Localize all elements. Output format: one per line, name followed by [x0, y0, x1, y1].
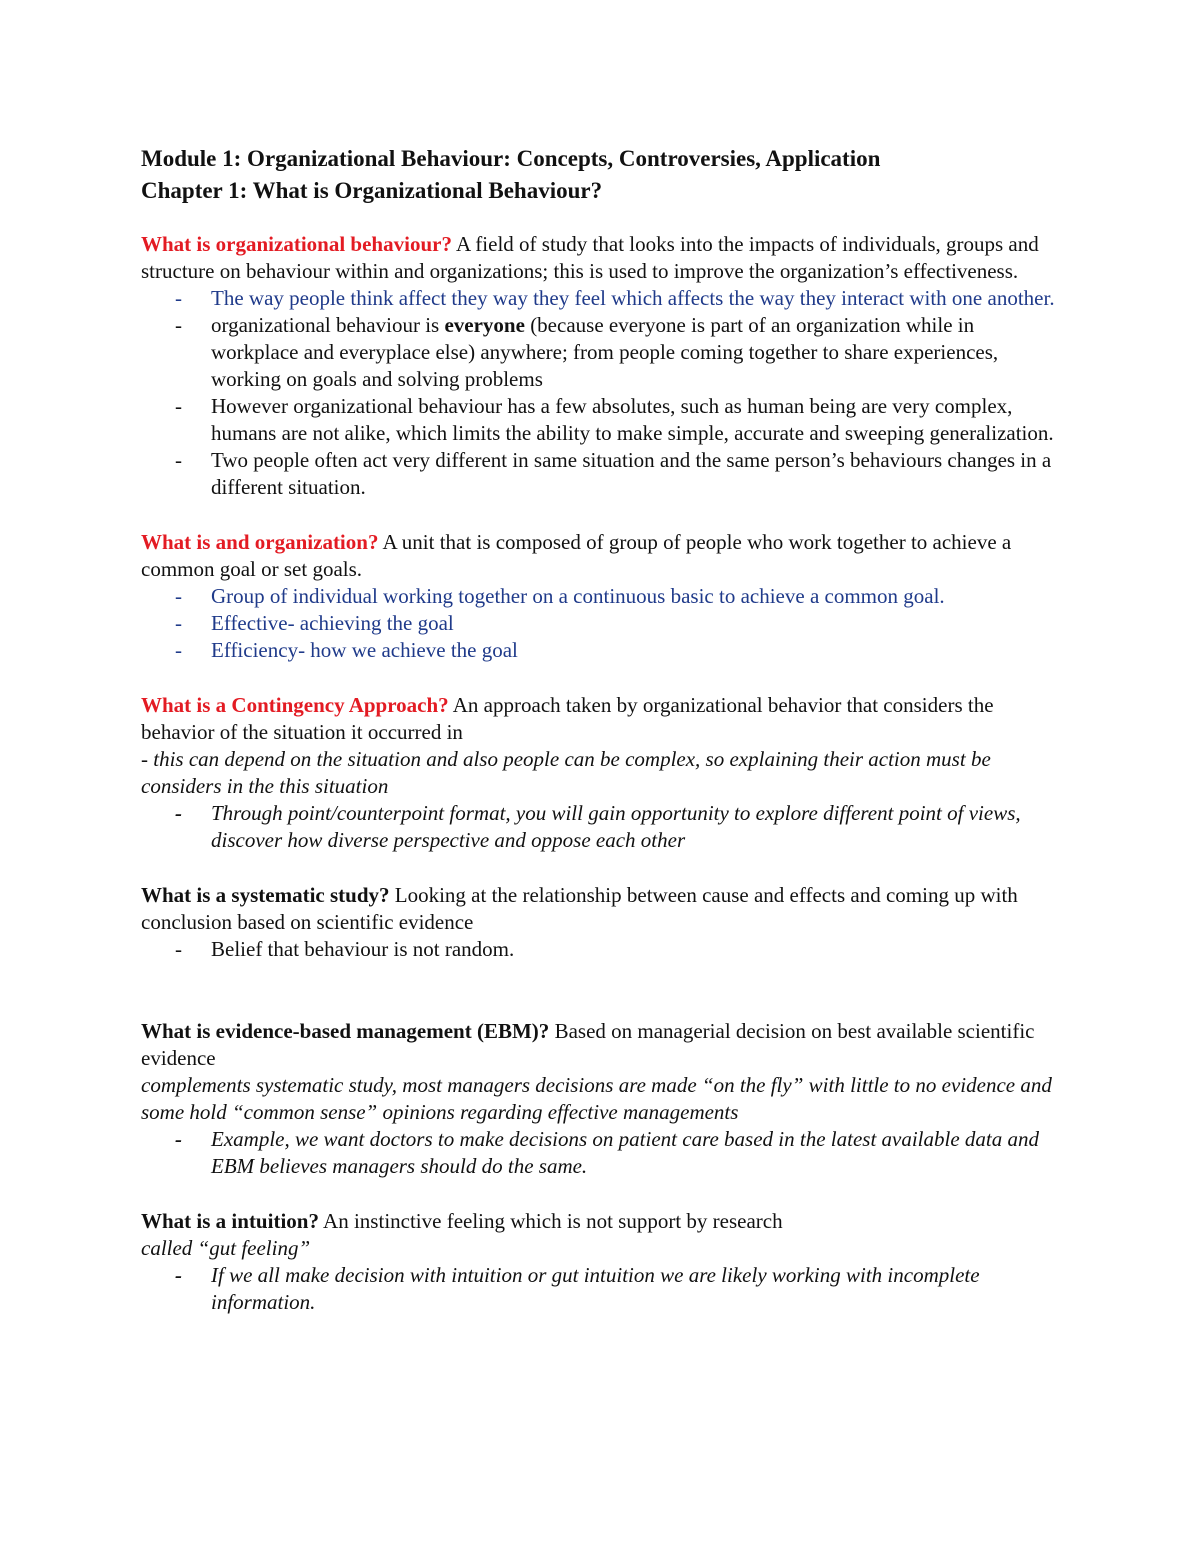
ebm-question: What is evidence-based management (EBM)? — [141, 1019, 550, 1043]
contingency-note: - this can depend on the situation and also people can be complex, so explaining their action must be considers in the this situation — [141, 747, 991, 798]
module-title: Module 1: Organizational Behaviour: Concepts, Controversies, Application — [141, 146, 881, 171]
ob-bullet-1: The way people think affect they way they feel which affects the way they interact with one another. — [211, 286, 1055, 310]
contingency-bullet-1: Through point/counterpoint format, you will gain opportunity to explore different point of views, discover how diverse perspective and oppose each other — [211, 801, 1021, 852]
dash-marker: - — [175, 286, 182, 310]
systematic-definition — [141, 882, 1066, 936]
list-item — [141, 637, 1066, 664]
intuition-note: called “gut feeling” — [141, 1236, 311, 1260]
ebm-bullet-1: Example, we want doctors to make decisions on patient care based in the latest available data and EBM believes managers should do the same. — [211, 1127, 1040, 1178]
org-bullet-1: Group of individual working together on a continuous basic to achieve a common goal. — [211, 584, 945, 608]
document-page — [141, 143, 1066, 1316]
dash-marker: - — [175, 611, 182, 635]
section-ebm — [141, 1018, 1066, 1180]
section-systematic — [141, 882, 1066, 963]
org-bullets — [141, 583, 1066, 664]
list-item — [141, 610, 1066, 637]
ob-bullet-2-post: (because everyone is part of an organization while in workplace and everyplace else) anywhere; from people coming together to share experiences, working on goals and solving problems — [211, 313, 999, 391]
intuition-answer: An instinctive feeling which is not support by research — [318, 1209, 783, 1233]
section-contingency — [141, 692, 1066, 854]
intuition-bullet-1: If we all make decision with intuition or gut intuition we are likely working with incomplete information. — [211, 1263, 980, 1314]
ob-bullet-2-pre: organizational behaviour is — [211, 313, 445, 337]
org-answer: A unit that is composed of group of people who work together to achieve a common goal or set goals. — [141, 530, 1012, 581]
dash-marker: - — [175, 638, 182, 662]
org-definition — [141, 529, 1066, 583]
dash-marker: - — [175, 584, 182, 608]
list-item — [141, 447, 1066, 501]
dash-marker: - — [175, 313, 182, 337]
list-item — [141, 583, 1066, 610]
section-org — [141, 529, 1066, 664]
ob-bullet-2-bold: everyone — [444, 313, 525, 337]
list-item — [141, 1126, 1066, 1180]
org-bullet-2: Effective- achieving the goal — [211, 611, 454, 635]
systematic-bullet-1: Belief that behaviour is not random. — [211, 937, 515, 961]
dash-marker: - — [175, 1263, 182, 1287]
contingency-definition — [141, 692, 1066, 746]
ob-bullets — [141, 285, 1066, 501]
list-item — [141, 393, 1066, 447]
ob-bullet-3: However organizational behaviour has a few absolutes, such as human being are very complex, humans are not alike, which limits the ability to make simple, accurate and sweeping generalization. — [211, 394, 1054, 445]
section-ob — [141, 231, 1066, 501]
ob-bullet-4: Two people often act very different in same situation and the same person’s behaviours changes in a different situation. — [211, 448, 1052, 499]
systematic-bullets — [141, 936, 1066, 963]
ebm-bullets — [141, 1126, 1066, 1180]
list-item — [141, 1262, 1066, 1316]
ob-answer: A field of study that looks into the impacts of individuals, groups and structure on behaviour within and organizations; this is used to improve the organization’s effectiveness. — [141, 232, 1039, 283]
section-intuition — [141, 1208, 1066, 1316]
ebm-definition — [141, 1018, 1066, 1072]
dash-marker: - — [175, 1127, 182, 1151]
list-item — [141, 936, 1066, 963]
contingency-question: What is a Contingency Approach? — [141, 693, 449, 717]
systematic-answer: Looking at the relationship between cause and effects and coming up with conclusion based on scientific evidence — [141, 883, 1018, 934]
contingency-bullets — [141, 800, 1066, 854]
intuition-bullets — [141, 1262, 1066, 1316]
ob-definition — [141, 231, 1066, 285]
list-item — [141, 285, 1066, 312]
org-question: What is and organization? — [141, 530, 379, 554]
dash-marker: - — [175, 394, 182, 418]
contingency-answer: An approach taken by organizational behavior that considers the behavior of the situation it occurred in — [141, 693, 994, 744]
chapter-title: Chapter 1: What is Organizational Behaviour? — [141, 178, 603, 203]
systematic-question: What is a systematic study? — [141, 883, 390, 907]
ebm-answer: Based on managerial decision on best available scientific evidence — [141, 1019, 1035, 1070]
org-bullet-3: Efficiency- how we achieve the goal — [211, 638, 518, 662]
list-item — [141, 800, 1066, 854]
ebm-note: complements systematic study, most managers decisions are made “on the fly” with little to no evidence and some hold “common sense” opinions regarding effective managements — [141, 1073, 1052, 1124]
dash-marker: - — [175, 448, 182, 472]
ob-question: What is organizational behaviour? — [141, 232, 452, 256]
dash-marker: - — [175, 937, 182, 961]
dash-marker: - — [175, 801, 182, 825]
list-item — [141, 312, 1066, 393]
intuition-definition — [141, 1208, 1066, 1235]
intuition-question: What is a intuition? — [141, 1209, 319, 1233]
